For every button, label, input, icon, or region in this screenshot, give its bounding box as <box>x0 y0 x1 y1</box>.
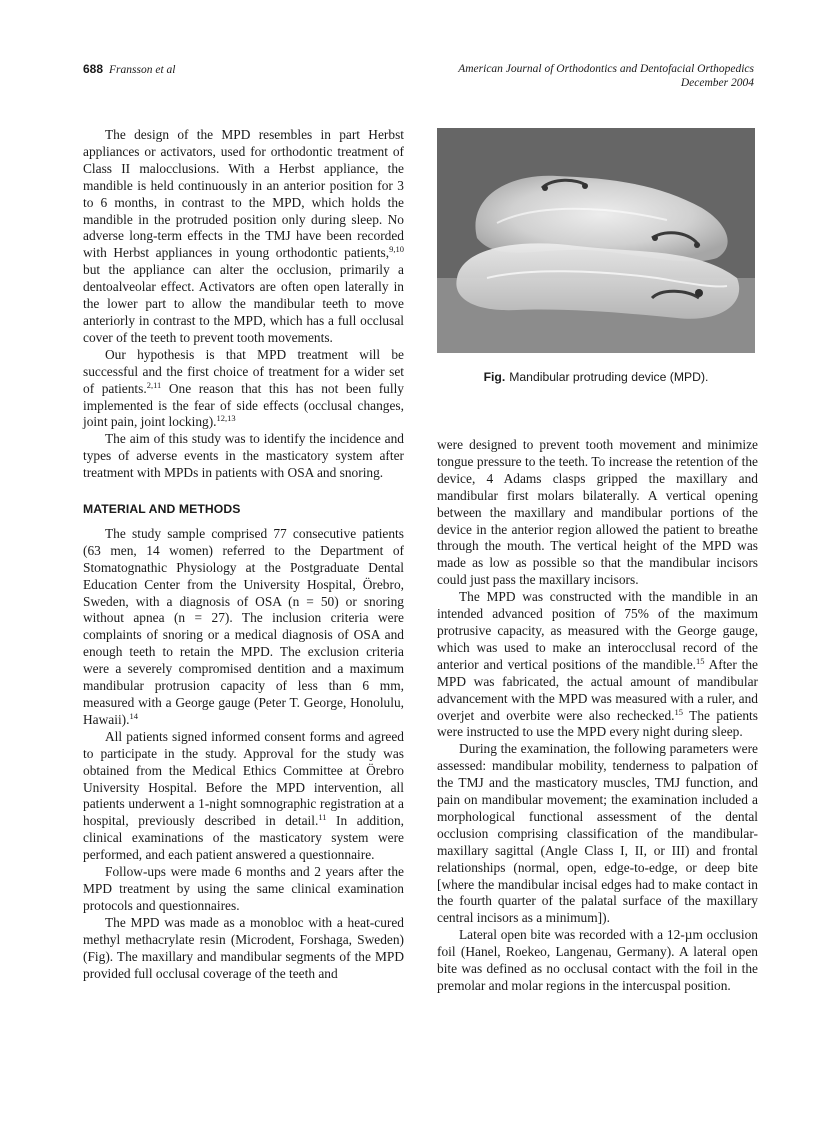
citation: 11 <box>318 812 327 823</box>
paragraph: were designed to prevent tooth movement and minimize tongue pressure to the teeth. To increase the retention of the device, 4 Adams clasps gripped the maxillary and mandibular first molars bilaterally. A vertical opening between the maxillary and mandibular portions of the device in the anterior region allowed the patient to breathe through the mouth. The vertical height of the MPD was made as low as possible so that the mandibular incisors could just pass the maxillary incisors. <box>437 437 758 588</box>
running-header-left <box>83 62 175 76</box>
figure-photo <box>437 128 755 353</box>
figure-caption <box>437 370 755 384</box>
left-column <box>83 127 404 982</box>
citation: 9,10 <box>389 244 404 255</box>
paragraph-text: The study sample comprised 77 consecutive patients (63 men, 14 women) referred to the Department of Stomatognathic Physiology at the Postgraduate Dental Education Center from the University Hospital, Örebro, Sweden, with a diagnosis of OSA (n = 50) or snoring without apnea (n = 27). The inclusion criteria were complaints of snoring or a medical diagnosis of OSA and enough teeth to retain the MPD. The exclusion criteria were a severely compromised dentition and a maximum mandibular protrusion capacity of less than 6 mm, measured with a George gauge (Peter T. George, Honolulu, Hawaii). <box>83 525 404 727</box>
paragraph-text: Our hypothesis is that MPD treatment will be successful and the first choice of treatment for a wider set of patients. <box>83 346 404 396</box>
paragraph: Lateral open bite was recorded with a 12-µm occlusion foil (Hanel, Roekeo, Langenau, Germany). A lateral open bite was defined as no occlusal contact with the foil in the premolar and molar regions in the intercuspal position. <box>437 927 758 993</box>
paragraph <box>83 729 404 864</box>
figure-label: Fig. <box>483 370 506 384</box>
paragraph: Follow-ups were made 6 months and 2 years after the MPD treatment by using the same clinical examination protocols and questionnaires. <box>83 864 404 913</box>
paragraph-text: The patients were instructed to use the MPD every night during sleep. <box>437 707 758 740</box>
paragraph <box>83 526 404 729</box>
page-number: 688 <box>83 62 104 76</box>
running-authors: Fransson et al <box>109 64 176 76</box>
paragraph-text: One reason that this has not been fully implemented is the fear of side effects (occlusal changes, joint pain, joint locking). <box>83 380 404 430</box>
paragraph <box>437 589 758 741</box>
citation: 15 <box>674 706 683 717</box>
paragraph-text: The MPD was constructed with the mandible in an intended advanced position of 75% of the maximum protrusive capacity, as measured with the George gauge, which was used to make an interocclusal record of the anterior and vertical positions of the mandible. <box>437 589 758 672</box>
paragraph-text: but the appliance can alter the occlusion, primarily a dentoalveolar effect. Activators are often open laterally in the lower part to allow the mandibular teeth to move anteriorly in contrast to the MPD, which has a full occlusal cover of the teeth to prevent tooth movements. <box>83 262 404 345</box>
citation: 2,11 <box>146 379 162 390</box>
paragraph-text: All patients signed informed consent forms and agreed to participate in the study. Approval for the study was obtained from the Medical Ethics Committee at Örebro University Hospital. Before the MPD intervention, all patients underwent a 1-night somnographic registration at a hospital, previously described in detail. <box>83 728 404 829</box>
citation: 12,13 <box>216 413 236 424</box>
running-header-right <box>458 62 754 90</box>
paragraph <box>83 127 404 347</box>
paragraph: The aim of this study was to identify the incidence and types of adverse events in the masticatory system after treatment with MPDs in patients with OSA and snoring. <box>83 431 404 481</box>
mpd-device-illustration <box>437 128 755 353</box>
paragraph-text: The design of the MPD resembles in part Herbst appliances or activators, used for orthodontic treatment of Class II malocclusions. With a Herbst appliance, the mandible is held continuously in an anterior position for 3 to 6 months, in contrast to the MPD, which holds the mandible in the protruded position only during sleep. No adverse long-term effects in the TMJ have been recorded with Herbst appliances in young orthodontic patients, <box>83 127 404 261</box>
journal-title: American Journal of Orthodontics and Dentofacial Orthopedics <box>458 63 754 75</box>
paragraph <box>83 347 404 432</box>
paragraph: During the examination, the following parameters were assessed: mandibular mobility, tenderness to palpation of the TMJ and the masticatory muscles, TMJ function, and pain on mandibular movement; the examination included a morphological functional assessment of the dental occlusion comprising classification of the mandibular-maxillary sagittal (Angle Class I, II, or III) and frontal relationships (normal, open, edge-to-edge, or deep bite [where the mandibular incisal edges had to make contact in the fourth quarter of the palatal surface of the maxillary central incisors as a minimum]). <box>437 741 758 926</box>
citation: 14 <box>129 710 138 721</box>
issue-date: December 2004 <box>680 77 754 89</box>
figure-caption-text: Mandibular protruding device (MPD). <box>509 370 709 384</box>
paragraph-text: After the MPD was fabricated, the actual amount of mandibular advancement with the MPD was measured with a ruler, and overjet and overbite were also rechecked. <box>437 656 758 723</box>
section-heading: MATERIAL AND METHODS <box>83 502 241 517</box>
paragraph: The MPD was made as a monobloc with a heat-cured methyl methacrylate resin (Microdent, Forshaga, Sweden) (Fig). The maxillary and mandibular segments of the MPD provided full occlusal coverage of the teeth and <box>83 914 404 981</box>
right-column <box>437 437 758 995</box>
paragraph-text: In addition, clinical examinations of the masticatory system were performed, and each patient answered a questionnaire. <box>83 813 404 863</box>
citation: 15 <box>696 655 705 666</box>
